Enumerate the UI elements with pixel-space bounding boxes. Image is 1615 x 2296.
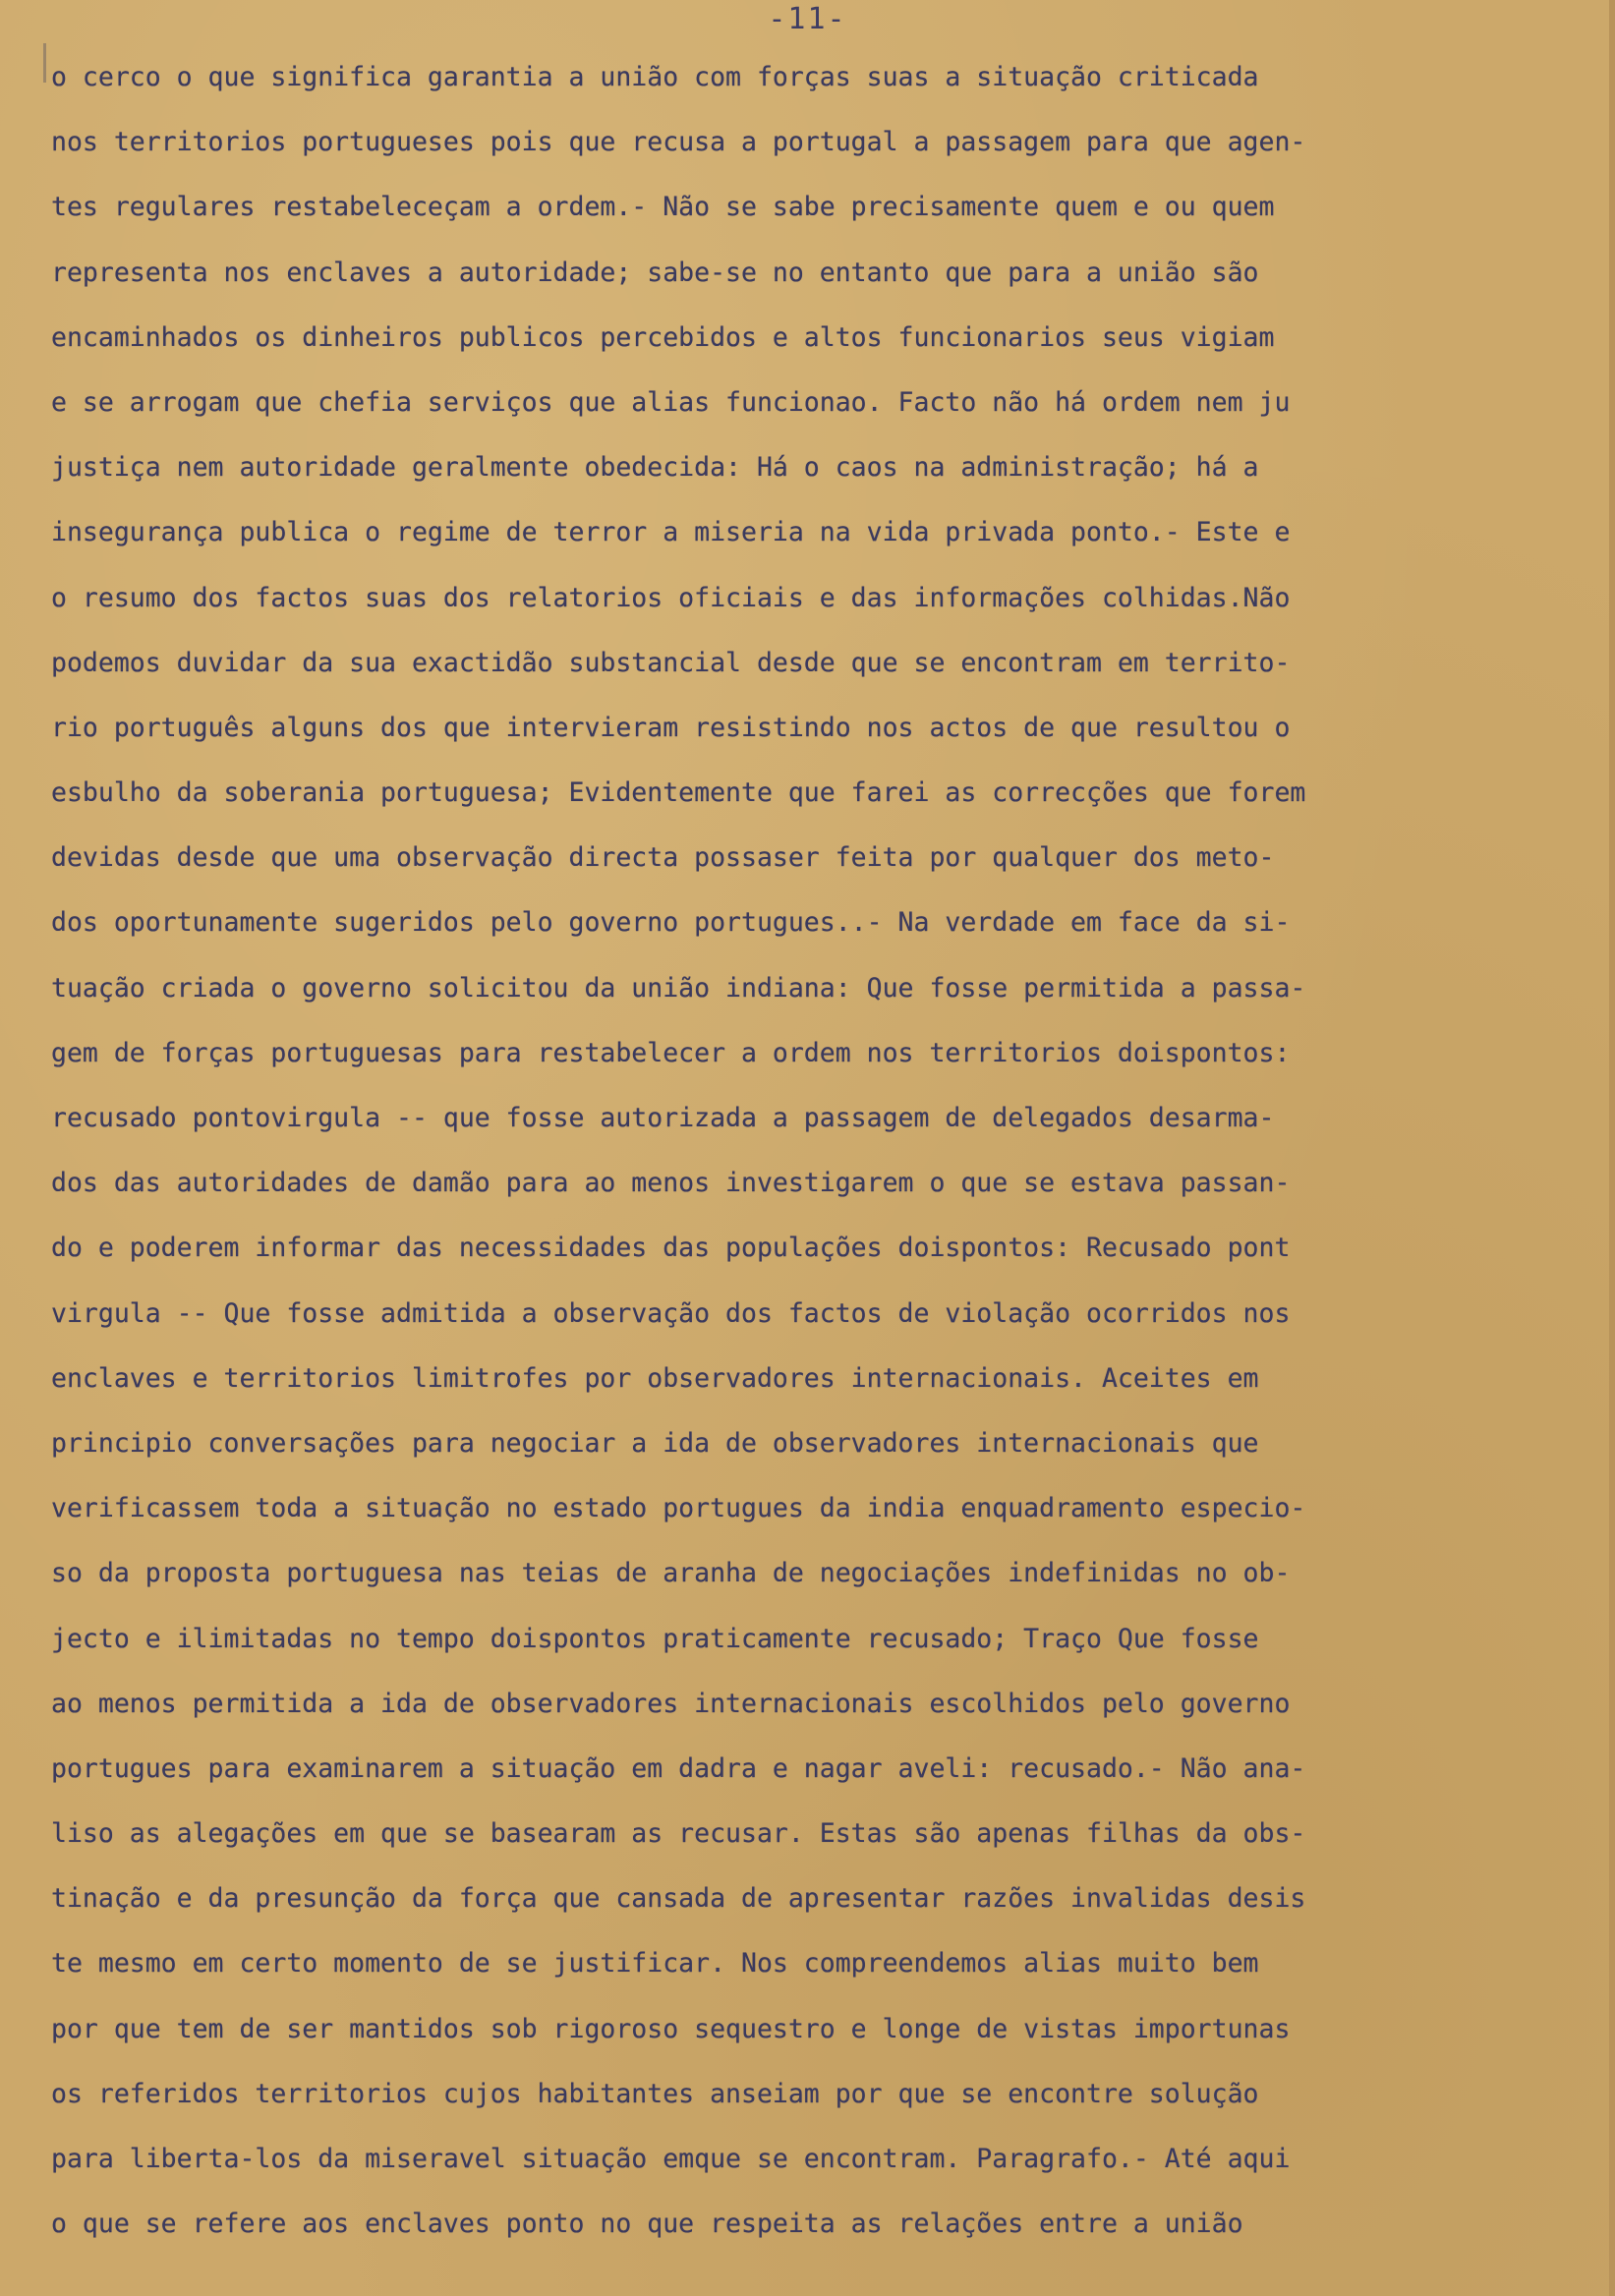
text-line: so da proposta portuguesa nas teias de aranha de negociações indefinidas no ob- xyxy=(51,1558,1291,1589)
text-line: devidas desde que uma observação directa possaser feita por qualquer dos meto- xyxy=(51,842,1275,874)
text-line: podemos duvidar da sua exactidão substancial desde que se encontram em territo- xyxy=(51,647,1291,678)
text-line: recusado pontovirgula -- que fosse autorizada a passagem de delegados desarma- xyxy=(51,1103,1275,1133)
margin-mark xyxy=(43,43,46,83)
text-line: jecto e ilimitadas no tempo doispontos praticamente recusado; Traço Que fosse xyxy=(51,1623,1259,1654)
text-line: dos oportunamente sugeridos pelo governo portugues..- Na verdade em face da si- xyxy=(51,907,1291,939)
text-line: tuação criada o governo solicitou da união indiana: Que fosse permitida a passa- xyxy=(51,972,1306,1004)
text-line: os referidos territorios cujos habitantes anseiam por que se encontre solução xyxy=(51,2078,1259,2109)
text-line: esbulho da soberania portuguesa; Evidentemente que farei as correcções que forem xyxy=(51,777,1306,809)
text-line: o que se refere aos enclaves ponto no que respeita as relações entre a união xyxy=(51,2209,1243,2240)
text-line: o resumo dos factos suas dos relatorios oficiais e das informações colhidas.Não xyxy=(51,582,1291,613)
text-line: insegurança publica o regime de terror a miseria na vida privada ponto.- Este e xyxy=(51,517,1291,548)
text-line: ao menos permitida a ida de observadores internacionais escolhidos pelo governo xyxy=(51,1688,1291,1719)
text-line: e se arrogam que chefia serviços que alias funcionao. Facto não há ordem nem ju xyxy=(51,386,1291,418)
text-line: tinação e da presunção da força que cansada de apresentar razões invalidas desis xyxy=(51,1883,1306,1915)
text-line: principio conversações para negociar a ida de observadores internacionais que xyxy=(51,1427,1259,1459)
text-line: gem de forças portuguesas para restabelecer a ordem nos territorios doispontos: xyxy=(51,1037,1291,1068)
text-line: nos territorios portugueses pois que recusa a portugal a passagem para que agen- xyxy=(51,127,1306,158)
text-line: tes regulares restabeleceçam a ordem.- Não se sabe precisamente quem e ou quem xyxy=(51,192,1275,223)
text-line: rio português alguns dos que intervieram resistindo nos actos de que resultou o xyxy=(51,712,1291,743)
text-line: encaminhados os dinheiros publicos percebidos e altos funcionarios seus vigiam xyxy=(51,321,1275,353)
text-line: virgula -- Que fosse admitida a observação dos factos de violação ocorridos nos xyxy=(51,1297,1291,1329)
text-line: para liberta-los da miseravel situação emque se encontram. Paragrafo.- Até aqui xyxy=(51,2144,1291,2174)
text-line: por que tem de ser mantidos sob rigoroso sequestro e longe de vistas importunas xyxy=(51,2013,1291,2044)
text-line: liso as alegações em que se basearam as recusar. Estas são apenas filhas da obs- xyxy=(51,1818,1306,1850)
text-line: dos das autoridades de damão para ao menos investigarem o que se estava passan- xyxy=(51,1168,1291,1199)
text-line: o cerco o que significa garantia a união com forças suas a situação criticada xyxy=(51,62,1259,92)
text-line: te mesmo em certo momento de se justificar. Nos compreendemos alias muito bem xyxy=(51,1948,1259,1980)
page-number: -11- xyxy=(768,2,847,36)
text-line: justiça nem autoridade geralmente obedecida: Há o caos na administração; há a xyxy=(51,452,1259,484)
text-line: portugues para examinarem a situação em dadra e nagar aveli: recusado.- Não ana- xyxy=(51,1752,1306,1784)
text-line: verificassem toda a situação no estado portugues da india enquadramento especio- xyxy=(51,1493,1306,1524)
text-line: representa nos enclaves a autoridade; sabe-se no entanto que para a união são xyxy=(51,257,1259,288)
text-line: do e poderem informar das necessidades das populações doispontos: Recusado pont xyxy=(51,1233,1291,1264)
text-line: enclaves e territorios limitrofes por observadores internacionais. Aceites em xyxy=(51,1362,1259,1394)
typed-text-body xyxy=(51,45,1599,2257)
